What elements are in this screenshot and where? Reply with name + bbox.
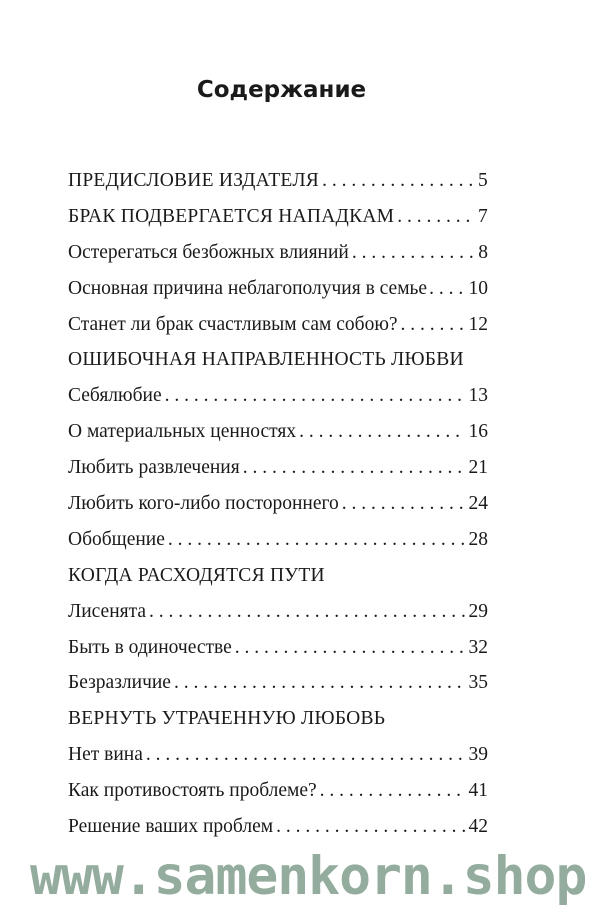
toc-entry-title: ПРЕДИСЛОВИЕ ИЗДАТЕЛЯ	[68, 170, 320, 191]
toc-entry-title: О материальных ценностях	[68, 421, 297, 443]
dot-leader	[397, 199, 474, 235]
toc-entry-summary[interactable]	[68, 522, 488, 558]
toc-entry-page: 16	[468, 421, 488, 443]
dot-leader	[276, 809, 464, 845]
toc-entry-title: Обобщение	[68, 528, 165, 550]
toc-entry-title: Как противостоять проблеме?	[68, 780, 317, 802]
dot-leader	[320, 773, 465, 809]
toc-entry-main-cause[interactable]	[68, 271, 488, 307]
toc-entry-page: 32	[468, 636, 488, 658]
toc-entry-title: Основная причина неблагополучия в семье	[68, 277, 428, 299]
dot-leader	[342, 486, 465, 522]
dot-leader	[235, 630, 465, 666]
toc-entry-title: Станет ли брак счастливым сам собою?	[68, 313, 398, 335]
toc-entry-page: 10	[468, 277, 488, 299]
toc-entry-title: Любить кого-либо постороннего	[68, 493, 339, 515]
toc-entry-love-entertainment[interactable]	[68, 450, 488, 486]
toc-entry-page: 12	[468, 313, 488, 335]
toc-entry-publisher-foreword[interactable]	[68, 163, 488, 199]
toc-entry-page: 7	[478, 205, 488, 227]
toc-entry-ungodly-influences[interactable]	[68, 235, 488, 271]
toc-entry-page: 13	[468, 385, 488, 407]
dot-leader	[322, 163, 474, 199]
dot-leader	[168, 522, 465, 558]
toc-entry-paths-diverge[interactable]	[68, 558, 488, 594]
toc-entry-page: 29	[468, 600, 488, 622]
page-title: Содержание	[196, 77, 367, 103]
toc-entry-title: Быть в одиночестве	[68, 636, 232, 658]
toc-entry-title: ОШИБОЧНАЯ НАПРАВЛЕННОСТЬ ЛЮБВИ	[68, 349, 464, 371]
toc-entry-page: 5	[478, 170, 488, 191]
dot-leader	[146, 737, 465, 773]
toc-entry-title: Лисенята	[68, 600, 147, 622]
toc-entry-little-foxes[interactable]	[68, 594, 488, 630]
toc-entry-misdirected-love[interactable]	[68, 342, 488, 378]
toc-entry-page: 8	[478, 241, 488, 263]
toc-entry-page: 21	[468, 457, 488, 479]
dot-leader	[243, 450, 465, 486]
toc-entry-love-outsider[interactable]	[68, 486, 488, 522]
table-of-contents	[68, 163, 488, 845]
watermark: www.samenkorn.shop	[30, 846, 587, 907]
toc-entry-page: 42	[468, 816, 488, 838]
toc-entry-title: Решение ваших проблем	[68, 816, 274, 838]
toc-entry-title: Любить развлечения	[68, 457, 240, 479]
toc-entry-title: БРАК ПОДВЕРГАЕТСЯ НАПАДКАМ	[68, 205, 395, 227]
dot-leader	[149, 594, 464, 630]
toc-entry-title: ВЕРНУТЬ УТРАЧЕННУЮ ЛЮБОВЬ	[68, 708, 386, 730]
dot-leader	[174, 665, 465, 701]
dot-leader	[401, 307, 465, 343]
toc-entry-page: 41	[468, 780, 488, 802]
toc-entry-selfishness[interactable]	[68, 378, 488, 414]
toc-entry-title: Нет вина	[68, 744, 143, 766]
toc-entry-page: 35	[468, 672, 488, 694]
toc-entry-page: 28	[468, 528, 488, 550]
toc-entry-regain-lost-love[interactable]	[68, 701, 488, 737]
dot-leader	[429, 271, 466, 307]
toc-entry-page: 24	[468, 493, 488, 515]
toc-entry-title: КОГДА РАСХОДЯТСЯ ПУТИ	[68, 564, 325, 586]
dot-leader	[352, 235, 474, 271]
toc-entry-loneliness[interactable]	[68, 630, 488, 666]
toc-entry-title: Безразличие	[68, 672, 171, 694]
toc-entry-material-values[interactable]	[68, 414, 488, 450]
dot-leader	[299, 414, 464, 450]
toc-entry-title: Остерегаться безбожных влияний	[68, 241, 349, 263]
toc-entry-happy-by-itself[interactable]	[68, 307, 488, 343]
toc-entry-indifference[interactable]	[68, 665, 488, 701]
toc-entry-resist-problem[interactable]	[68, 773, 488, 809]
toc-entry-marriage-under-attack[interactable]	[68, 199, 488, 235]
toc-entry-page: 39	[468, 744, 488, 766]
toc-entry-no-guilt[interactable]	[68, 737, 488, 773]
dot-leader	[165, 378, 465, 414]
toc-entry-title: Себялюбие	[68, 385, 162, 407]
toc-entry-solving-problems[interactable]	[68, 809, 488, 845]
